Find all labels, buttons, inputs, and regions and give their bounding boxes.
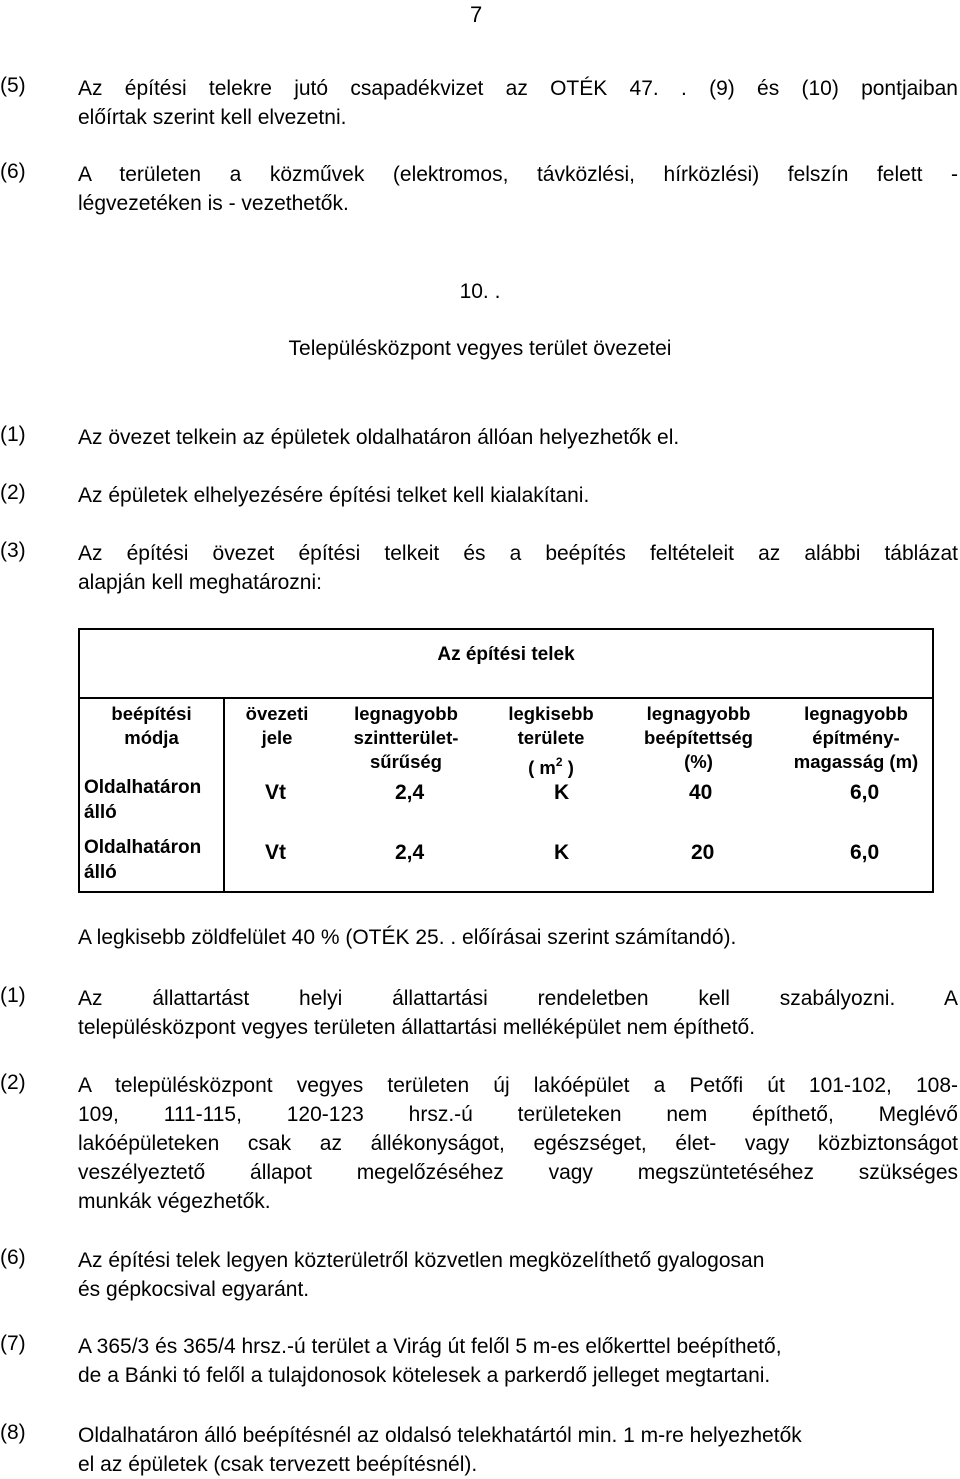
paragraph-line: munkák végezhetők. bbox=[78, 1190, 271, 1213]
header-zone-code: övezeti jele bbox=[245, 703, 309, 748]
paragraph-line: Az építési telekre jutó csapadékvizet az OTÉK 47. . (9) és (10) pontjaiban bbox=[78, 77, 958, 100]
row-1-zone: Vt bbox=[265, 781, 286, 804]
paragraph-line: településközpont vegyes területen állattartási melléképület nem építhető. bbox=[78, 1016, 756, 1039]
header-floor-area-density: legnagyobb szintterület- sűrűség bbox=[353, 703, 459, 772]
paragraph-line: A településközpont vegyes területen új lakóépület a Petőfi út 101-102, 108- bbox=[78, 1074, 958, 1097]
paragraph-number: (7) bbox=[0, 1332, 26, 1355]
row-1-height: 6,0 bbox=[850, 781, 880, 804]
row-2-density: 2,4 bbox=[395, 841, 425, 864]
paragraph-line: A 365/3 és 365/4 hrsz.-ú terület a Virág út felől 5 m-es előkerttel beépíthető, bbox=[78, 1335, 782, 1358]
paragraph-number: (1) bbox=[0, 423, 26, 446]
section-title: Településközpont vegyes terület övezetei bbox=[288, 337, 672, 360]
paragraph-line: alapján kell meghatározni: bbox=[78, 571, 322, 594]
header-coverage: legnagyobb beépítettség (%) bbox=[644, 703, 753, 772]
paragraph-number: (6) bbox=[0, 160, 26, 183]
paragraph-line: el az épületek (csak tervezett beépítésnél). bbox=[78, 1453, 478, 1476]
paragraph-line: Oldalhatáron álló beépítésnél az oldalsó telekhatártól min. 1 m-re helyezhetők bbox=[78, 1424, 802, 1447]
paragraph-line: és gépkocsival egyaránt. bbox=[78, 1278, 310, 1301]
table-divider bbox=[80, 697, 932, 699]
row-2-height: 6,0 bbox=[850, 841, 880, 864]
paragraph-line: 109, 111-115, 120-123 hrsz.-ú területeken nem építhető, Meglévő bbox=[78, 1103, 958, 1126]
page-number: 7 bbox=[470, 2, 483, 27]
row-2-mode: Oldalhatáron álló bbox=[84, 837, 202, 883]
paragraph-line: Az építési övezet építési telkeit és a beépítés feltételeit az alábbi táblázat bbox=[78, 542, 958, 565]
paragraph-number: (2) bbox=[0, 481, 26, 504]
row-2-zone: Vt bbox=[265, 841, 286, 864]
paragraph-line: de a Bánki tó felől a tulajdonosok kötelesek a parkerdő jelleget megtartani. bbox=[78, 1364, 771, 1387]
header-min-area: legkisebb területe ( $m^2$ ) bbox=[508, 703, 594, 778]
building-plot-table bbox=[78, 628, 934, 893]
paragraph-line: előírtak szerint kell elvezetni. bbox=[78, 106, 347, 129]
paragraph-line: Az övezet telkein az épületek oldalhatáron állóan helyezhetők el. bbox=[78, 426, 680, 449]
paragraph-line: Az épületek elhelyezésére építési telket kell kialakítani. bbox=[78, 484, 590, 507]
paragraph-number: (8) bbox=[0, 1421, 26, 1444]
table-title: Az építési telek bbox=[437, 644, 575, 665]
row-2-area: K bbox=[554, 841, 570, 864]
paragraph-number: (3) bbox=[0, 539, 26, 562]
paragraph-line: lakóépületeken csak az állékonyságot, egészséget, élet- vagy közbiztonságot bbox=[78, 1132, 958, 1155]
green-area-note: A legkisebb zöldfelület 40 % (OTÉK 25. . előírásai szerint számítandó). bbox=[78, 926, 737, 949]
paragraph-number: (6) bbox=[0, 1246, 26, 1269]
paragraph-number: (5) bbox=[0, 74, 26, 97]
row-2-coverage: 20 bbox=[691, 841, 715, 864]
row-1-mode: Oldalhatáron álló bbox=[84, 777, 202, 823]
paragraph-line: Az állattartást helyi állattartási rendeletben kell szabályozni. A bbox=[78, 987, 958, 1010]
header-building-height: legnagyobb építmény- magasság (m) bbox=[793, 703, 919, 772]
row-1-coverage: 40 bbox=[689, 781, 713, 804]
row-1-density: 2,4 bbox=[395, 781, 425, 804]
paragraph-line: veszélyeztető állapot megelőzéséhez vagy megszüntetéséhez szükséges bbox=[78, 1161, 958, 1184]
paragraph-number: (1) bbox=[0, 984, 26, 1007]
paragraph-line: légvezetéken is - vezethetők. bbox=[78, 192, 349, 215]
header-building-mode: beépítési módja bbox=[111, 703, 192, 748]
paragraph-number: (2) bbox=[0, 1071, 26, 1094]
row-1-area: K bbox=[554, 781, 570, 804]
section-number: 10. . bbox=[459, 280, 501, 303]
paragraph-line: Az építési telek legyen közterületről közvetlen megközelíthető gyalogosan bbox=[78, 1249, 765, 1272]
paragraph-line: A területen a közművek (elektromos, távközlési, hírközlési) felszín felett - bbox=[78, 163, 958, 186]
